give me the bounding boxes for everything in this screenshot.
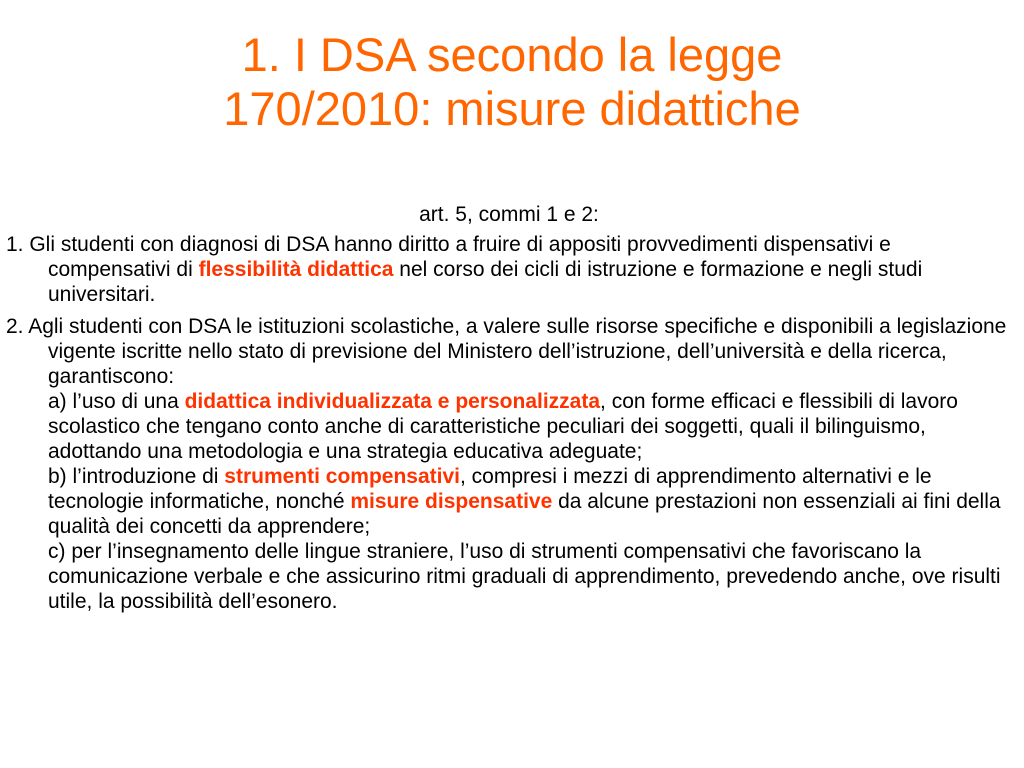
item-b-text-3: da alcune prestazioni non essenziali ai fini della qualità dei concetti da apprendere; (48, 490, 1001, 538)
item-c (48, 539, 1012, 614)
emphasis-flessibilita-didattica: flessibilità didattica (198, 258, 394, 281)
item-a-text-1: a) l’uso di una (48, 390, 185, 413)
item-a (48, 389, 1012, 464)
emphasis-didattica-individualizzata: didattica individualizzata e personalizzata (184, 390, 601, 413)
slide-body (6, 202, 1012, 621)
slide-title (0, 28, 1024, 136)
item-b-text-1: b) l’introduzione di (48, 465, 225, 488)
title-line-2: 170/2010: misure didattiche (223, 82, 801, 135)
paragraph-1-text-2: nel corso dei cicli di istruzione e formazione e negli studi universitari. (48, 258, 923, 306)
paragraph-2-intro: 2. Agli studenti con DSA le istituzioni scolastiche, a valere sulle risorse specifiche e disponibili a legislazione vigente iscritte nello stato di previsione del Ministero dell’istruzione, dell’università e della ricerca, garantiscono: (6, 315, 1007, 388)
paragraph-1-text-1: 1. Gli studenti con diagnosi di DSA hanno diritto a fruire di appositi provvedimenti dispensativi e compensativi di (6, 233, 891, 281)
emphasis-misure-dispensative: misure dispensative (350, 490, 553, 513)
item-b (48, 464, 1012, 539)
emphasis-strumenti-compensativi: strumenti compensativi (224, 465, 460, 488)
item-a-text-2: , con forme efficaci e flessibili di lavoro scolastico che tengano conto anche di caratteristiche peculiari dei soggetti, quali il bilinguismo, adottando una metodologia e una strategia educativa adeguate; (48, 390, 958, 463)
title-line-1: 1. I DSA secondo la legge (241, 28, 783, 81)
subtitle: art. 5, commi 1 e 2: (419, 203, 599, 226)
paragraph-1 (6, 232, 1012, 307)
item-c-text-1: c) per l’insegnamento delle lingue straniere, l’uso di strumenti compensativi che favoriscano la comunicazione verbale e che assicurino ritmi graduali di apprendimento, prevedendo anche, ove risulti utile, la possibilità dell’esonero. (48, 540, 1001, 613)
paragraph-2 (6, 314, 1012, 614)
item-b-text-2: , compresi i mezzi di apprendimento alternativi e le tecnologie informatiche, nonché (48, 465, 932, 513)
